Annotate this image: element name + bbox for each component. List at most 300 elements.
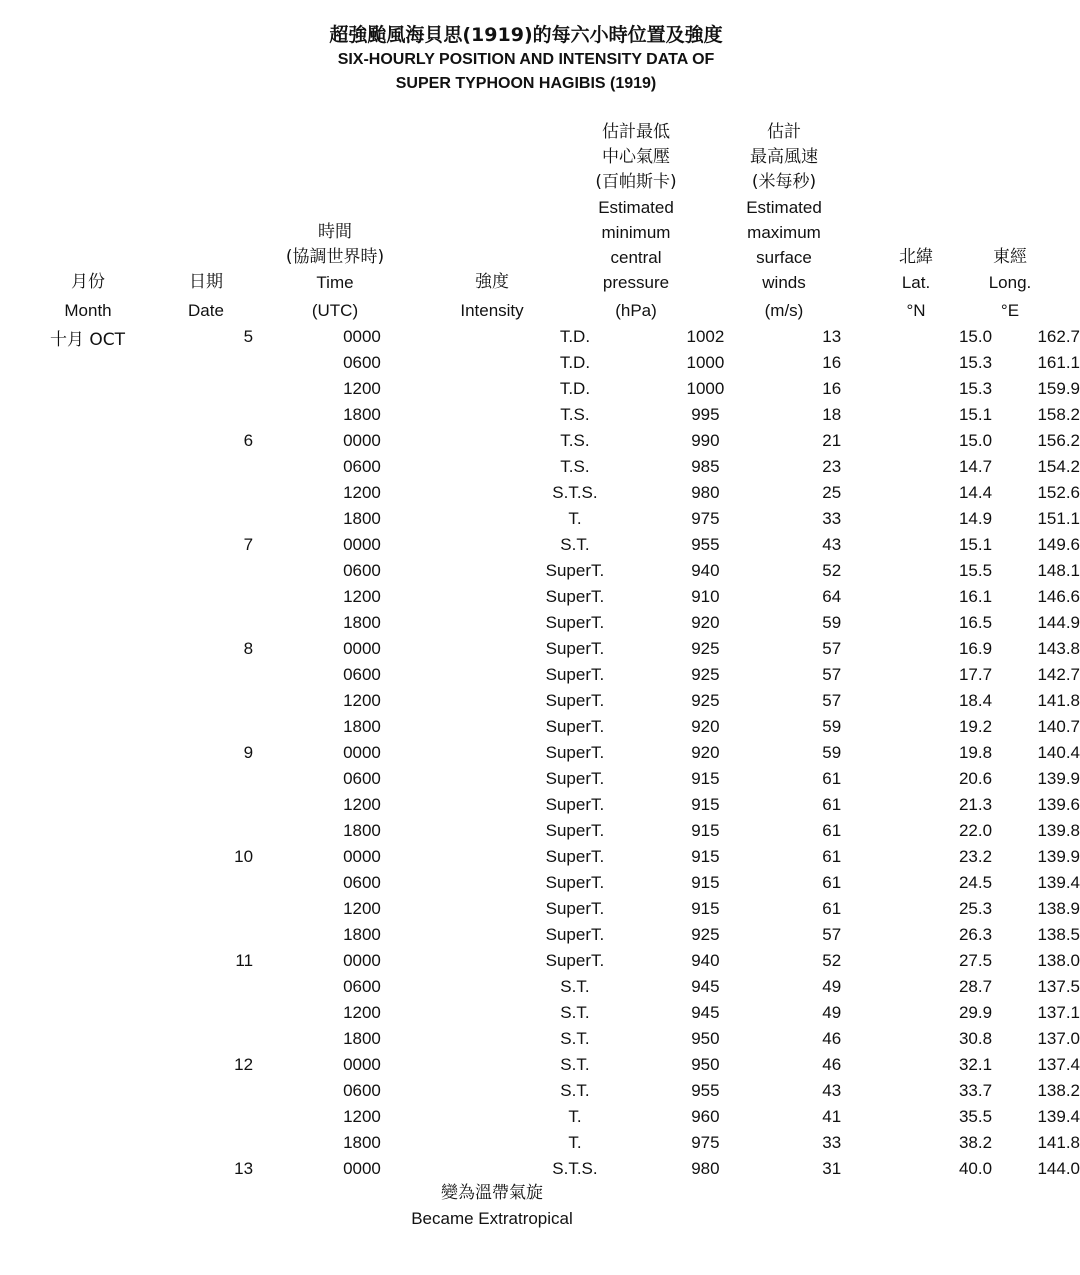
time-cell: 1800 bbox=[343, 405, 381, 424]
pressure-cell: 925 bbox=[691, 639, 720, 658]
latitude-cell: 18.4 bbox=[958, 691, 993, 710]
latitude-cell: 15.0 bbox=[958, 327, 993, 346]
wind-cell: 21 bbox=[822, 431, 842, 450]
date-cell bbox=[212, 480, 253, 506]
longitude-cell: 138.9 bbox=[1037, 899, 1080, 918]
time-cell: 0000 bbox=[343, 327, 381, 346]
date-cell bbox=[212, 1130, 253, 1156]
latitude-cell: 14.4 bbox=[958, 483, 993, 502]
date-cell: 9 bbox=[243, 743, 254, 762]
header-time: 時間 (協調世界時) Time (UTC) bbox=[285, 222, 385, 320]
pressure-cell: 995 bbox=[691, 405, 720, 424]
table-row bbox=[0, 610, 1080, 636]
header-month: 月份 Month bbox=[64, 272, 112, 320]
time-cell: 1200 bbox=[343, 795, 381, 814]
time-cell: 0000 bbox=[343, 1055, 381, 1074]
month-cell bbox=[0, 792, 212, 818]
date-cell bbox=[212, 402, 253, 428]
date-cell bbox=[212, 454, 253, 480]
time-cell: 0000 bbox=[343, 431, 381, 450]
latitude-cell: 19.2 bbox=[958, 717, 993, 736]
wind-cell: 64 bbox=[822, 587, 842, 606]
latitude-cell: 16.5 bbox=[958, 613, 993, 632]
table-row bbox=[0, 558, 1080, 584]
header-longitude: 東經 Long. °E bbox=[988, 247, 1032, 320]
month-cell bbox=[0, 948, 212, 974]
table-row bbox=[0, 922, 1080, 948]
longitude-cell: 162.7 bbox=[1037, 327, 1080, 346]
wind-cell: 18 bbox=[822, 405, 842, 424]
intensity-cell: SuperT. bbox=[545, 743, 605, 762]
time-cell: 0000 bbox=[343, 535, 381, 554]
table-row bbox=[0, 1026, 1080, 1052]
wind-cell: 33 bbox=[822, 509, 842, 528]
month-cell bbox=[0, 1130, 212, 1156]
longitude-cell: 143.8 bbox=[1037, 639, 1080, 658]
pressure-cell: 925 bbox=[691, 925, 720, 944]
table-row bbox=[0, 506, 1080, 532]
date-cell bbox=[212, 1104, 253, 1130]
time-cell: 1200 bbox=[343, 483, 381, 502]
pressure-cell: 975 bbox=[691, 1133, 720, 1152]
latitude-cell: 23.2 bbox=[958, 847, 993, 866]
month-cell bbox=[0, 1078, 212, 1104]
time-cell: 0600 bbox=[343, 665, 381, 684]
date-cell: 6 bbox=[243, 431, 254, 450]
month-cell bbox=[0, 896, 212, 922]
intensity-cell: T.S. bbox=[560, 457, 590, 476]
table-row bbox=[0, 818, 1080, 844]
table-row bbox=[0, 974, 1080, 1000]
month-cell bbox=[0, 714, 212, 740]
table-row bbox=[0, 1130, 1080, 1156]
month-cell bbox=[0, 584, 212, 610]
pressure-cell: 940 bbox=[691, 561, 720, 580]
latitude-cell: 28.7 bbox=[958, 977, 993, 996]
date-cell bbox=[212, 1000, 253, 1026]
intensity-cell: SuperT. bbox=[545, 613, 605, 632]
intensity-cell: T.D. bbox=[559, 353, 591, 372]
intensity-cell: T. bbox=[568, 1133, 582, 1152]
title-english-line2: SUPER TYPHOON HAGIBIS (1919) bbox=[395, 75, 657, 92]
month-cell bbox=[0, 818, 212, 844]
wind-cell: 33 bbox=[822, 1133, 842, 1152]
intensity-cell: S.T. bbox=[560, 1029, 590, 1048]
time-cell: 0600 bbox=[343, 769, 381, 788]
time-cell: 0600 bbox=[343, 561, 381, 580]
intensity-cell: S.T.S. bbox=[552, 1159, 598, 1178]
note-english: Became Extratropical bbox=[411, 1209, 573, 1228]
longitude-cell: 144.0 bbox=[1037, 1159, 1080, 1178]
longitude-cell: 139.9 bbox=[1037, 847, 1080, 866]
month-cell bbox=[0, 1104, 212, 1130]
table-row bbox=[0, 948, 1080, 974]
table-row bbox=[0, 1104, 1080, 1130]
month-cell bbox=[0, 376, 212, 402]
pressure-cell: 910 bbox=[691, 587, 720, 606]
month-cell bbox=[0, 870, 212, 896]
intensity-cell: S.T. bbox=[560, 1055, 590, 1074]
table-row bbox=[0, 870, 1080, 896]
latitude-cell: 14.9 bbox=[958, 509, 993, 528]
longitude-cell: 142.7 bbox=[1037, 665, 1080, 684]
note-chinese: 變為溫帶氣旋 bbox=[441, 1183, 543, 1203]
latitude-cell: 15.3 bbox=[958, 379, 993, 398]
time-cell: 0000 bbox=[343, 743, 381, 762]
latitude-cell: 16.1 bbox=[958, 587, 993, 606]
table-row bbox=[0, 1078, 1080, 1104]
longitude-cell: 137.1 bbox=[1037, 1003, 1080, 1022]
date-cell bbox=[212, 610, 253, 636]
month-cell bbox=[0, 532, 212, 558]
wind-cell: 61 bbox=[822, 873, 842, 892]
pressure-cell: 990 bbox=[691, 431, 720, 450]
latitude-cell: 38.2 bbox=[958, 1133, 993, 1152]
date-cell bbox=[212, 1078, 253, 1104]
date-cell bbox=[212, 558, 253, 584]
intensity-cell: S.T.S. bbox=[552, 483, 598, 502]
month-cell bbox=[0, 350, 212, 376]
intensity-cell: S.T. bbox=[560, 535, 590, 554]
intensity-cell: T. bbox=[568, 509, 582, 528]
table-row bbox=[0, 792, 1080, 818]
wind-cell: 57 bbox=[822, 691, 842, 710]
table-row bbox=[0, 844, 1080, 870]
pressure-cell: 925 bbox=[691, 665, 720, 684]
wind-cell: 16 bbox=[822, 379, 842, 398]
date-cell bbox=[212, 870, 253, 896]
date-cell bbox=[212, 584, 253, 610]
latitude-cell: 20.6 bbox=[958, 769, 993, 788]
wind-cell: 43 bbox=[822, 535, 842, 554]
wind-cell: 16 bbox=[822, 353, 842, 372]
wind-cell: 61 bbox=[822, 769, 842, 788]
longitude-cell: 139.4 bbox=[1037, 1107, 1080, 1126]
time-cell: 1200 bbox=[343, 899, 381, 918]
latitude-cell: 32.1 bbox=[958, 1055, 993, 1074]
month-cell bbox=[0, 506, 212, 532]
longitude-cell: 140.4 bbox=[1037, 743, 1080, 762]
longitude-cell: 138.0 bbox=[1037, 951, 1080, 970]
longitude-cell: 138.5 bbox=[1037, 925, 1080, 944]
wind-cell: 61 bbox=[822, 899, 842, 918]
wind-cell: 52 bbox=[822, 951, 842, 970]
wind-cell: 31 bbox=[822, 1159, 842, 1178]
intensity-cell: SuperT. bbox=[545, 873, 605, 892]
longitude-cell: 149.6 bbox=[1037, 535, 1080, 554]
table-row bbox=[0, 896, 1080, 922]
month-cell bbox=[0, 974, 212, 1000]
table-row bbox=[0, 532, 1080, 558]
pressure-cell: 945 bbox=[691, 977, 720, 996]
pressure-cell: 1000 bbox=[686, 353, 725, 372]
time-cell: 0000 bbox=[343, 1159, 381, 1178]
pressure-cell: 1002 bbox=[686, 327, 725, 346]
longitude-cell: 152.6 bbox=[1037, 483, 1080, 502]
longitude-cell: 140.7 bbox=[1037, 717, 1080, 736]
time-cell: 1800 bbox=[343, 925, 381, 944]
longitude-cell: 146.6 bbox=[1037, 587, 1080, 606]
date-cell: 12 bbox=[234, 1055, 254, 1074]
month-cell bbox=[0, 662, 212, 688]
pressure-cell: 1000 bbox=[686, 379, 725, 398]
pressure-cell: 945 bbox=[691, 1003, 720, 1022]
header-intensity: 強度 Intensity bbox=[460, 272, 524, 320]
latitude-cell: 21.3 bbox=[958, 795, 993, 814]
pressure-cell: 915 bbox=[691, 795, 720, 814]
table-row bbox=[0, 766, 1080, 792]
intensity-cell: SuperT. bbox=[545, 795, 605, 814]
time-cell: 0000 bbox=[343, 951, 381, 970]
wind-cell: 57 bbox=[822, 925, 842, 944]
intensity-cell: T. bbox=[568, 1107, 582, 1126]
date-cell: 7 bbox=[243, 535, 254, 554]
extratropical-note bbox=[392, 1180, 592, 1232]
time-cell: 1200 bbox=[343, 1003, 381, 1022]
wind-cell: 59 bbox=[822, 717, 842, 736]
wind-cell: 52 bbox=[822, 561, 842, 580]
time-cell: 0600 bbox=[343, 457, 381, 476]
longitude-cell: 158.2 bbox=[1037, 405, 1080, 424]
intensity-cell: SuperT. bbox=[545, 717, 605, 736]
time-cell: 1800 bbox=[343, 509, 381, 528]
month-cell bbox=[0, 1026, 212, 1052]
latitude-cell: 27.5 bbox=[958, 951, 993, 970]
table-row bbox=[0, 636, 1080, 662]
pressure-cell: 950 bbox=[691, 1055, 720, 1074]
intensity-cell: SuperT. bbox=[545, 821, 605, 840]
month-cell bbox=[0, 688, 212, 714]
month-cell: 十月 OCT bbox=[50, 329, 126, 350]
latitude-cell: 33.7 bbox=[958, 1081, 993, 1100]
pressure-cell: 915 bbox=[691, 769, 720, 788]
date-cell bbox=[212, 974, 253, 1000]
latitude-cell: 35.5 bbox=[958, 1107, 993, 1126]
month-cell bbox=[0, 454, 212, 480]
wind-cell: 59 bbox=[822, 743, 842, 762]
table-row bbox=[0, 662, 1080, 688]
pressure-cell: 955 bbox=[691, 535, 720, 554]
latitude-cell: 40.0 bbox=[958, 1159, 993, 1178]
intensity-cell: SuperT. bbox=[545, 951, 605, 970]
date-cell: 10 bbox=[234, 847, 254, 866]
time-cell: 1200 bbox=[343, 587, 381, 606]
wind-cell: 57 bbox=[822, 665, 842, 684]
date-cell bbox=[212, 662, 253, 688]
longitude-cell: 139.6 bbox=[1037, 795, 1080, 814]
longitude-cell: 139.8 bbox=[1037, 821, 1080, 840]
longitude-cell: 139.9 bbox=[1037, 769, 1080, 788]
time-cell: 0600 bbox=[343, 1081, 381, 1100]
latitude-cell: 16.9 bbox=[958, 639, 993, 658]
wind-cell: 61 bbox=[822, 795, 842, 814]
date-cell: 8 bbox=[243, 639, 254, 658]
intensity-cell: T.D. bbox=[559, 327, 591, 346]
longitude-cell: 139.4 bbox=[1037, 873, 1080, 892]
month-cell bbox=[0, 558, 212, 584]
latitude-cell: 26.3 bbox=[958, 925, 993, 944]
longitude-cell: 151.1 bbox=[1037, 509, 1080, 528]
latitude-cell: 17.7 bbox=[958, 665, 993, 684]
header-latitude: 北緯 Lat. °N bbox=[899, 247, 933, 320]
longitude-cell: 141.8 bbox=[1037, 1133, 1080, 1152]
pressure-cell: 980 bbox=[691, 1159, 720, 1178]
date-cell bbox=[212, 896, 253, 922]
table-row bbox=[0, 454, 1080, 480]
date-cell bbox=[212, 350, 253, 376]
pressure-cell: 985 bbox=[691, 457, 720, 476]
table-row bbox=[0, 1052, 1080, 1078]
latitude-cell: 15.0 bbox=[958, 431, 993, 450]
time-cell: 0600 bbox=[343, 977, 381, 996]
wind-cell: 41 bbox=[822, 1107, 842, 1126]
date-cell bbox=[212, 922, 253, 948]
latitude-cell: 14.7 bbox=[958, 457, 993, 476]
latitude-cell: 15.5 bbox=[958, 561, 993, 580]
latitude-cell: 15.1 bbox=[958, 405, 993, 424]
document-title bbox=[0, 22, 1052, 96]
title-english-line1: SIX-HOURLY POSITION AND INTENSITY DATA OF bbox=[337, 51, 715, 68]
table-row bbox=[0, 350, 1080, 376]
table-row bbox=[0, 376, 1080, 402]
wind-cell: 61 bbox=[822, 847, 842, 866]
table-row bbox=[0, 688, 1080, 714]
pressure-cell: 915 bbox=[691, 873, 720, 892]
pressure-cell: 980 bbox=[691, 483, 720, 502]
longitude-cell: 144.9 bbox=[1037, 613, 1080, 632]
intensity-cell: S.T. bbox=[560, 1003, 590, 1022]
table-row bbox=[0, 1156, 1080, 1182]
month-cell bbox=[0, 428, 212, 454]
time-cell: 0000 bbox=[343, 639, 381, 658]
month-cell bbox=[0, 1000, 212, 1026]
wind-cell: 43 bbox=[822, 1081, 842, 1100]
longitude-cell: 138.2 bbox=[1037, 1081, 1080, 1100]
longitude-cell: 137.0 bbox=[1037, 1029, 1080, 1048]
table-row bbox=[0, 324, 1080, 350]
wind-cell: 49 bbox=[822, 977, 842, 996]
month-cell bbox=[0, 1052, 212, 1078]
intensity-cell: SuperT. bbox=[545, 925, 605, 944]
time-cell: 1200 bbox=[343, 691, 381, 710]
time-cell: 1200 bbox=[343, 1107, 381, 1126]
latitude-cell: 22.0 bbox=[958, 821, 993, 840]
wind-cell: 57 bbox=[822, 639, 842, 658]
pressure-cell: 920 bbox=[691, 743, 720, 762]
latitude-cell: 25.3 bbox=[958, 899, 993, 918]
position-intensity-table bbox=[0, 324, 1080, 1182]
intensity-cell: S.T. bbox=[560, 977, 590, 996]
pressure-cell: 950 bbox=[691, 1029, 720, 1048]
intensity-cell: T.S. bbox=[560, 431, 590, 450]
latitude-cell: 15.3 bbox=[958, 353, 993, 372]
intensity-cell: SuperT. bbox=[545, 561, 605, 580]
intensity-cell: SuperT. bbox=[545, 691, 605, 710]
pressure-cell: 975 bbox=[691, 509, 720, 528]
longitude-cell: 137.4 bbox=[1037, 1055, 1080, 1074]
date-cell: 13 bbox=[234, 1159, 254, 1178]
time-cell: 1800 bbox=[343, 613, 381, 632]
date-cell bbox=[212, 818, 253, 844]
month-cell bbox=[0, 844, 212, 870]
intensity-cell: T.D. bbox=[559, 379, 591, 398]
header-date: 日期 Date bbox=[188, 272, 224, 320]
pressure-cell: 920 bbox=[691, 613, 720, 632]
pressure-cell: 915 bbox=[691, 847, 720, 866]
wind-cell: 59 bbox=[822, 613, 842, 632]
longitude-cell: 156.2 bbox=[1037, 431, 1080, 450]
date-cell bbox=[212, 376, 253, 402]
intensity-cell: T.S. bbox=[560, 405, 590, 424]
wind-cell: 46 bbox=[822, 1029, 842, 1048]
table-row bbox=[0, 714, 1080, 740]
date-cell bbox=[212, 688, 253, 714]
longitude-cell: 141.8 bbox=[1037, 691, 1080, 710]
month-cell bbox=[0, 636, 212, 662]
date-cell bbox=[212, 766, 253, 792]
pressure-cell: 920 bbox=[691, 717, 720, 736]
wind-cell: 46 bbox=[822, 1055, 842, 1074]
wind-cell: 61 bbox=[822, 821, 842, 840]
table-body bbox=[0, 324, 1080, 1182]
wind-cell: 49 bbox=[822, 1003, 842, 1022]
intensity-cell: SuperT. bbox=[545, 899, 605, 918]
table-row bbox=[0, 428, 1080, 454]
intensity-cell: SuperT. bbox=[545, 587, 605, 606]
latitude-cell: 24.5 bbox=[958, 873, 993, 892]
date-cell bbox=[212, 792, 253, 818]
pressure-cell: 915 bbox=[691, 821, 720, 840]
month-cell bbox=[0, 740, 212, 766]
time-cell: 1800 bbox=[343, 1029, 381, 1048]
intensity-cell: SuperT. bbox=[545, 639, 605, 658]
latitude-cell: 29.9 bbox=[958, 1003, 993, 1022]
time-cell: 1800 bbox=[343, 821, 381, 840]
month-cell bbox=[0, 402, 212, 428]
wind-cell: 25 bbox=[822, 483, 842, 502]
time-cell: 1200 bbox=[343, 379, 381, 398]
pressure-cell: 925 bbox=[691, 691, 720, 710]
time-cell: 0600 bbox=[343, 873, 381, 892]
pressure-cell: 915 bbox=[691, 899, 720, 918]
table-row bbox=[0, 402, 1080, 428]
longitude-cell: 137.5 bbox=[1037, 977, 1080, 996]
table-row bbox=[0, 740, 1080, 766]
pressure-cell: 955 bbox=[691, 1081, 720, 1100]
table-row bbox=[0, 480, 1080, 506]
month-cell bbox=[0, 922, 212, 948]
longitude-cell: 159.9 bbox=[1037, 379, 1080, 398]
header-pressure: 估計最低 中心氣壓 (百帕斯卡) Estimated minimum central pressure (hPa) bbox=[595, 122, 677, 320]
pressure-cell: 960 bbox=[691, 1107, 720, 1126]
longitude-cell: 148.1 bbox=[1037, 561, 1080, 580]
table-row bbox=[0, 584, 1080, 610]
header-winds: 估計 最高風速 (米每秒) Estimated maximum surface winds (m/s) bbox=[746, 122, 822, 320]
date-cell: 11 bbox=[235, 951, 254, 970]
wind-cell: 13 bbox=[822, 327, 842, 346]
time-cell: 1800 bbox=[343, 717, 381, 736]
date-cell bbox=[212, 1026, 253, 1052]
month-cell bbox=[0, 480, 212, 506]
date-cell bbox=[212, 506, 253, 532]
date-cell bbox=[212, 714, 253, 740]
intensity-cell: SuperT. bbox=[545, 665, 605, 684]
intensity-cell: S.T. bbox=[560, 1081, 590, 1100]
wind-cell: 23 bbox=[822, 457, 842, 476]
month-cell bbox=[0, 1156, 212, 1182]
longitude-cell: 161.1 bbox=[1037, 353, 1080, 372]
longitude-cell: 154.2 bbox=[1037, 457, 1080, 476]
